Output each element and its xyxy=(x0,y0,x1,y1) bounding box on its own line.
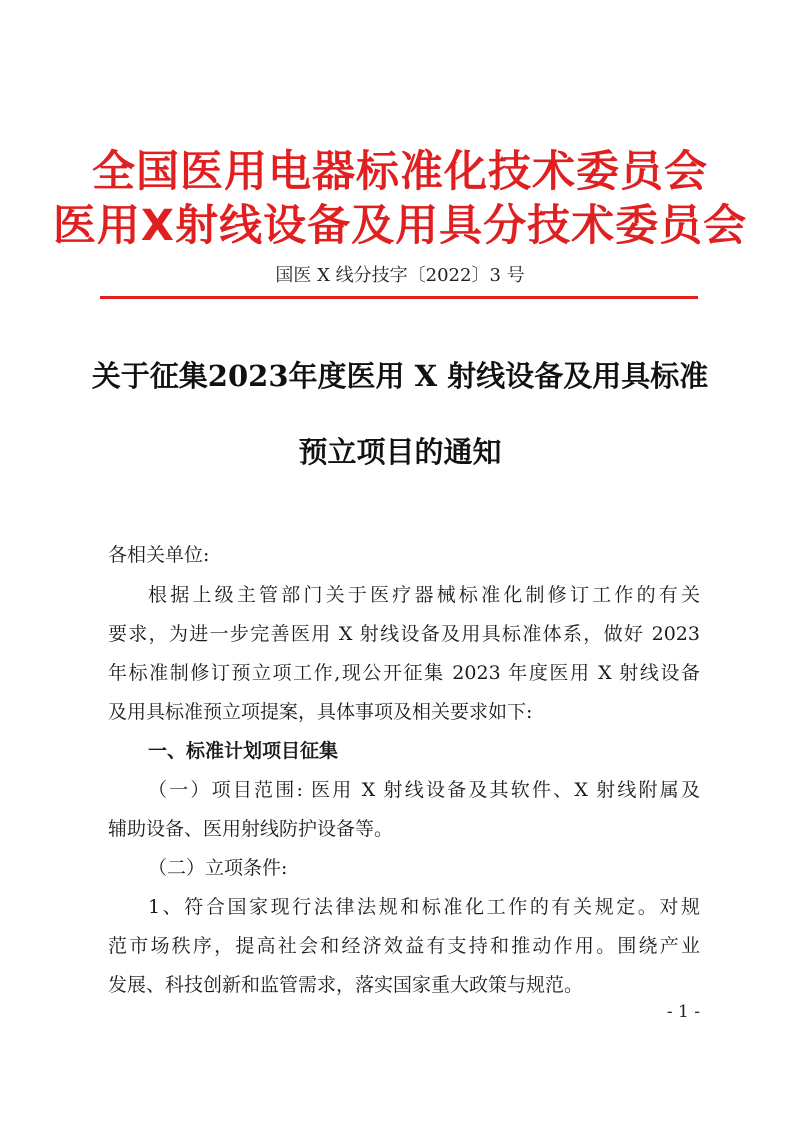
issuer-title-line-2: 医用X射线设备及用具分技术委员会 xyxy=(52,201,748,251)
salutation: 各相关单位: xyxy=(108,544,210,566)
issuer-title-line-1: 全国医用电器标准化技术委员会 xyxy=(92,147,708,197)
paragraph-line: 根据上级主管部门关于医疗器械标准化制修订工作的有关 xyxy=(148,584,700,606)
paragraph-line: 1、符合国家现行法律法规和标准化工作的有关规定。对规 xyxy=(148,896,700,918)
paragraph-line: 辅助设备、医用射线防护设备等。 xyxy=(108,818,394,840)
paragraph-line: 年标准制修订预立项工作,现公开征集 2023 年度医用 X 射线设备 xyxy=(108,662,700,684)
paragraph-line: 范市场秩序，提高社会和经济效益有支持和推动作用。围绕产业 xyxy=(108,935,700,957)
section-heading: 一、标准计划项目征集 xyxy=(148,740,339,762)
page-number: - 1 - xyxy=(666,1002,700,1022)
paragraph-line: 及用具标准预立项提案，具体事项及相关要求如下: xyxy=(108,701,533,723)
notice-title-line-1: 关于征集2023年度医用 X 射线设备及用具标准 xyxy=(91,359,709,393)
notice-title-line-2: 预立项目的通知 xyxy=(298,435,502,469)
paragraph-line: （一）项目范围: 医用 X 射线设备及其软件、X 射线附属及 xyxy=(148,779,700,801)
red-header-rule xyxy=(100,296,698,299)
paragraph-line: 发展、科技创新和监管需求，落实国家重大政策与规范。 xyxy=(108,974,584,996)
paragraph-line: 要求，为进一步完善医用 X 射线设备及用具标准体系，做好 2023 xyxy=(108,623,700,645)
subsection-heading: （二）立项条件: xyxy=(148,857,288,879)
document-number: 国医 X 线分技字〔2022〕3 号 xyxy=(275,265,525,286)
